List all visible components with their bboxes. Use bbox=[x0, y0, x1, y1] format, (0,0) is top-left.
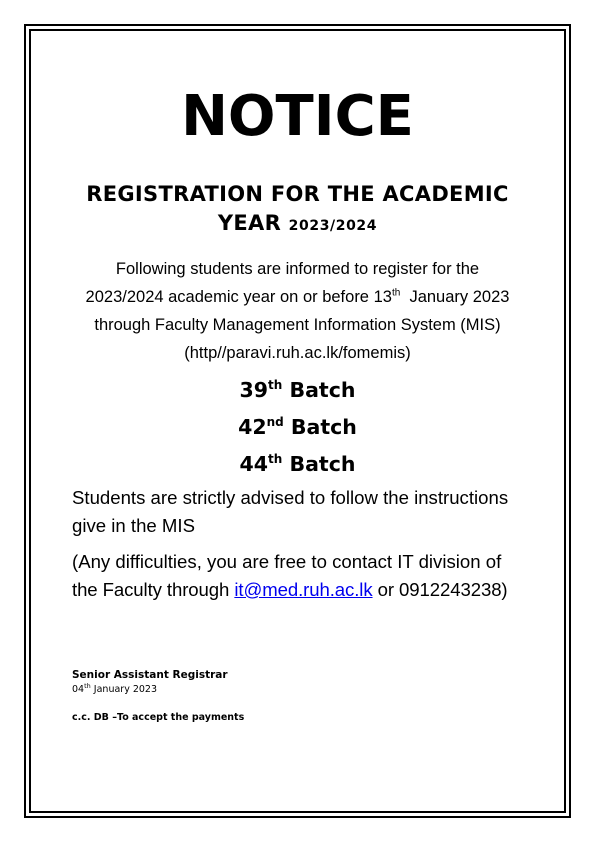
date-suffix: th bbox=[84, 681, 91, 690]
advice-line-1: Students are strictly advised to follow the instructions bbox=[72, 487, 509, 508]
contact-line-2-prefix: the Faculty through bbox=[72, 579, 230, 600]
batch-item bbox=[40, 377, 555, 403]
registration-title-line2 bbox=[40, 209, 555, 241]
registration-title-year-word: YEAR bbox=[217, 211, 282, 235]
notice-date bbox=[72, 683, 157, 696]
batch-suffix: nd bbox=[266, 415, 284, 430]
intro-line-3: through Faculty Management Information System (MIS) bbox=[94, 316, 501, 334]
batch-item bbox=[40, 414, 555, 440]
advice-paragraph bbox=[72, 484, 562, 540]
registration-title-year: 2023/2024 bbox=[288, 218, 378, 234]
batch-number: 44 bbox=[239, 452, 269, 476]
batch-label: Batch bbox=[290, 415, 357, 439]
contact-line-1: (Any difficulties, you are free to contact IT division of bbox=[72, 551, 502, 572]
registration-title-line1: REGISTRATION FOR THE ACADEMIC bbox=[86, 182, 509, 206]
intro-line-2-prefix: 2023/2024 academic year on or before 13 bbox=[85, 288, 392, 306]
batch-suffix: th bbox=[268, 378, 283, 393]
contact-line-2 bbox=[72, 576, 562, 604]
date-rest: January 2023 bbox=[93, 684, 158, 695]
signatory-title: Senior Assistant Registrar bbox=[72, 669, 228, 681]
batch-item bbox=[40, 451, 555, 477]
intro-line-2-suffix: January 2023 bbox=[409, 288, 510, 306]
intro-line-2 bbox=[40, 283, 555, 311]
intro-line-1: Following students are informed to register for the bbox=[115, 260, 480, 278]
batch-suffix: th bbox=[268, 452, 283, 467]
notice-title: NOTICE bbox=[181, 84, 414, 149]
contact-paragraph bbox=[72, 548, 562, 604]
intro-line-4: (http//paravi.ruh.ac.lk/fomemis) bbox=[184, 344, 411, 362]
batch-number: 39 bbox=[239, 378, 269, 402]
advice-line-2: give in the MIS bbox=[72, 515, 195, 536]
date-day: 04 bbox=[72, 684, 85, 695]
contact-line-2-suffix: or 0912243238) bbox=[377, 579, 508, 600]
intro-paragraph bbox=[40, 255, 555, 367]
batch-label: Batch bbox=[289, 378, 356, 402]
batch-label: Batch bbox=[289, 452, 356, 476]
registration-title bbox=[40, 180, 555, 241]
cc-note: c.c. DB –To accept the payments bbox=[72, 712, 245, 723]
contact-email-link[interactable]: it@med.ruh.ac.lk bbox=[234, 579, 373, 600]
intro-line-2-sup: th bbox=[391, 287, 401, 299]
batch-number: 42 bbox=[238, 415, 267, 439]
